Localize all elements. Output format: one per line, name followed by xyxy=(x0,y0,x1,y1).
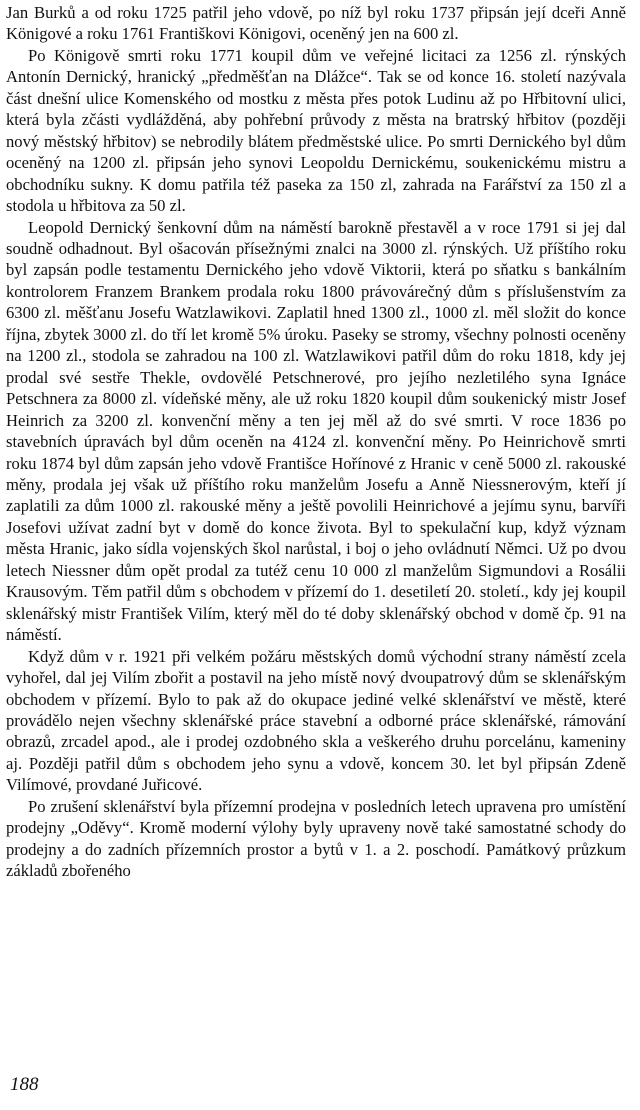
paragraph-fire-1921: Když dům v r. 1921 při velkém požáru městských domů východní strany náměstí zcela vyhořel, dal jej Vilím zbořit a postavil na jeho místě nový dvoupatrový dům se sklenářským obchodem v přízemí. Bylo to pak až do okupace jediné velké sklenářství ve městě, které provádělo nejen všechny sklenářské práce stavební a odborné práce sklenářské, rámování obrazů, zrcadel apod., ale i prodej ozdobného skla a veškerého druhu porcelánu, kameniny aj. Později patřil dům s obchodem jeho synu a vdově, koncem 30. let byl připsán Zdeně Vilímové, provdané Juřicové. xyxy=(6,646,626,795)
document-page xyxy=(6,2,626,1106)
page-number: 188 xyxy=(10,1074,39,1095)
paragraph-continuation: Jan Burků a od roku 1725 patřil jeho vdově, po níž byl roku 1737 připsán její dceři Anně Königové a roku 1761 Františkovi Königovi, oceněný jen na 600 zl. xyxy=(6,3,626,44)
paragraph-glassworks-closure: Po zrušení sklenářství byla přízemní prodejna v posledních letech upravena pro umístění prodejny „Oděvy“. Kromě moderní výlohy byly upraveny nově také samostatné schody do prodejny a do zadních přízemních prostor a bytů v 1. a 2. poschodí. Památkový průzkum základů zbořeného xyxy=(6,796,626,881)
paragraph-leopold-dernicky: Leopold Dernický šenkovní dům na náměstí barokně přestavěl a v roce 1791 si jej dal soudně odhadnout. Byl ošacován přísežnými znalci na 3000 zl. rýnských. Už příštího roku byl zapsán podle testamentu Dernického jeho vdově Viktorii, která po sňatku s bankálním kontrolorem Franzem Brankem prodala roku 1800 právovárečný dům s příslušenstvím za 6300 zl. měšťanu Josefu Watzlawikovi. Zaplatil hned 1300 zl., 1000 zl. měl složit do konce října, zbytek 3000 zl. do tří let kromě 5% úroku. Paseky se stromy, všechny polnosti oceněny na 1200 zl., stodola se zahradou na 100 zl. Watzlawikovi patřil dům do roku 1818, kdy jej prodal své sestře Thekle, ovdovělé Petschnerové, pro jejího nezletilého syna Ignáce Petschnera za 8000 zl. vídeňské měny, ale už roku 1820 koupil dům soukenický mistr Josef Heinrich za 3200 zl. konvenční měny a ten jej měl až do své smrti. V roce 1836 po stavebních úpravách byl dům oceněn na 4124 zl. konvenční měny. Po Heinrichově smrti roku 1874 byl dům zapsán jeho vdově Františce Hořínové z Hranic v ceně 5000 zl. rakouské měny, prodala jej však už příštího roku manželům Josefu a Anně Niessnerovým, kteří jí zaplatili za dům 1000 zl. rakouské měny a ještě povolili Heinrichové a jejímu synu, barvíři Josefovi užívat zadní byt v domě do konce života. Byl to spekulační kup, když význam města Hranic, jako sídla vojenských škol narůstal, i boj o jeho ovládnutí Němci. Už po dvou letech Niessner dům opět prodal za tutéž cenu 10 000 zl manželům Sigmundovi a Rosálii Krausovým. Těm patřil dům s obchodem v přízemí do 1. desetiletí 20. století., kdy jej koupil sklenářský mistr František Vilím, který měl do té doby sklenářský obchod v domě čp. 91 na náměstí. xyxy=(6,217,626,645)
paragraph-konig-death: Po Königově smrti roku 1771 koupil dům ve veřejné licitaci za 1256 zl. rýnských Antonín Dernický, hranický „předměšťan na Dlážce“. Tak se od konce 16. století nazývala část dnešní ulice Komenského od mostku z města přes potok Ludinu až po Hřbitovní ulici, která byla zčásti vydlážděná, aby pohřební průvody z města na bratrský hřbitov (později nový městský hřbitov) se nebrodily blátem předměstské ulice. Po smrti Dernického byl dům oceněný na 1200 zl. připsán jeho synovi Leopoldu Dernickému, soukenickému mistru a obchodníku sukny. K domu patřila též paseka za 150 zl, zahrada na Farářství za 150 zl a stodola u hřbitova za 50 zl. xyxy=(6,45,626,216)
body-text xyxy=(6,2,626,882)
